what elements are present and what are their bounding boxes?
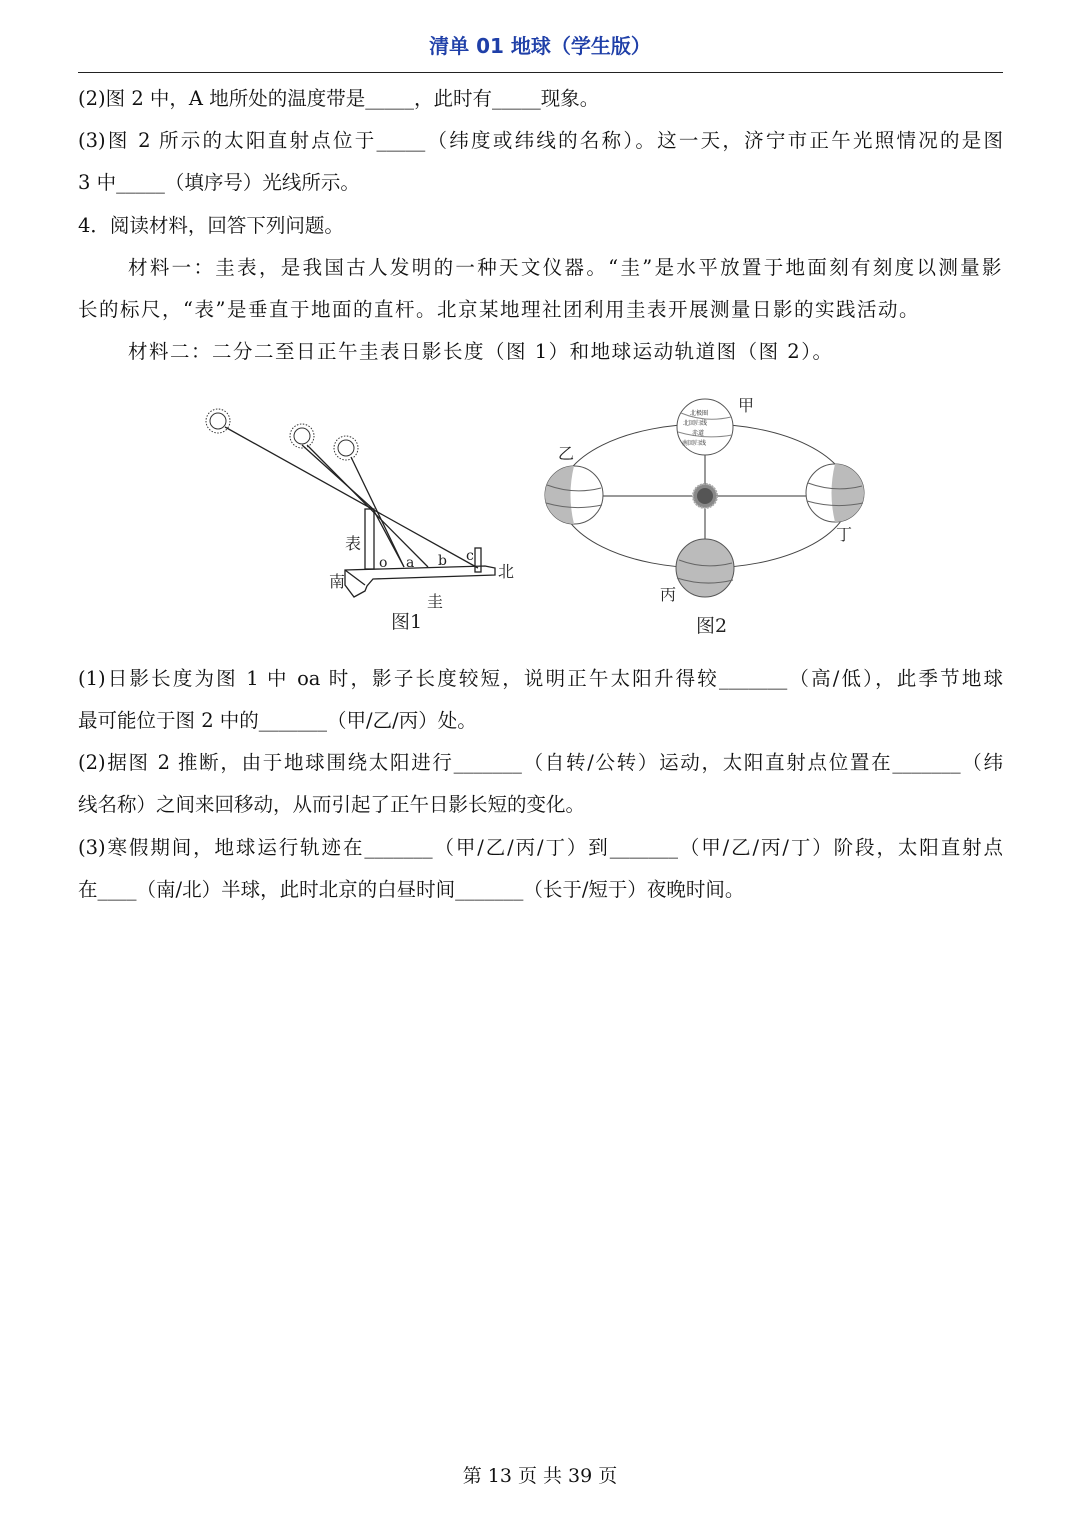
question-4-2-line1: (2)据图 2 推断，由于地球围绕太阳进行_______（自转/公转）运动，太阳直射点位置在_______（纬 [78,751,1003,774]
header-divider [78,72,1003,73]
material-1-line1: 材料一：圭表，是我国古人发明的一种天文仪器。“圭”是水平放置于地面刻有刻度以测量影 [128,256,1003,279]
globe-bing [676,539,734,597]
label-o: o [379,555,388,571]
label-pole: 表 [345,534,362,553]
label-north: 北 [498,562,515,581]
label-b: b [438,553,447,569]
material-2: 材料二：二分二至日正午圭表日影长度（图 1）和地球运动轨道图（图 2）。 [128,340,834,363]
label-c: c [466,548,474,564]
position-yi: 乙 [558,444,575,463]
position-ding: 丁 [836,525,853,544]
position-jia: 甲 [738,396,755,415]
question-4-1-line1: (1)日影长度为图 1 中 oa 时，影子长度较短，说明正午太阳升得较_______（高/低），此季节地球 [78,667,1003,690]
question-4-3-line2: 在____（南/北）半球，此时北京的白昼时间_______（长于/短于）夜晚时间。 [78,878,745,901]
sun-icon [206,409,358,460]
label-a: a [406,555,415,571]
page-number: 第 13 页 共 39 页 [462,1465,618,1487]
question-3-3-line2: 3 中_____（填序号）光线所示。 [78,171,360,194]
question-4-1-line2: 最可能位于图 2 中的_______（甲/乙/丙）处。 [78,709,477,732]
label-base: 圭 [427,592,444,611]
figure-1-caption: 图1 [391,611,423,633]
position-bing: 丙 [660,585,677,604]
figure-2-orbit [545,396,864,637]
globe-yi [545,466,603,524]
globe-label-tropic-cancer: 北回归线 [683,420,708,427]
figures [195,385,885,645]
question-4-3-line1: (3)寒假期间，地球运行轨迹在_______（甲/乙/丙/丁）到_______（甲/乙/丙/丁）阶段，太阳直射点 [78,836,1003,859]
question-4-2-line2: 线名称）之间来回移动，从而引起了正午日影长短的变化。 [78,793,586,816]
figure-1-gnomon [206,409,514,633]
question-3-2: (2)图 2 中，A 地所处的温度带是_____，此时有_____现象。 [78,87,600,110]
globe-label-tropic-capricorn: 南回归线 [682,440,707,447]
question-3-3-line1: (3)图 2 所示的太阳直射点位于_____（纬度或纬线的名称）。这一天，济宁市正午光照情况的是图 [78,129,1003,152]
globe-ding [806,464,864,522]
label-south: 南 [329,572,346,591]
question-4-stem: 4．阅读材料，回答下列问题。 [78,214,344,237]
material-1-line2: 长的标尺，“表”是垂直于地面的直杆。北京某地理社团利用圭表开展测量日影的实践活动。 [78,298,920,321]
globe-label-equator: 赤道 [692,430,705,437]
page-header-title: 清单 01 地球（学生版） [429,34,651,58]
globe-label-arctic: 北极圈 [690,410,709,417]
figure-2-caption: 图2 [696,615,728,637]
